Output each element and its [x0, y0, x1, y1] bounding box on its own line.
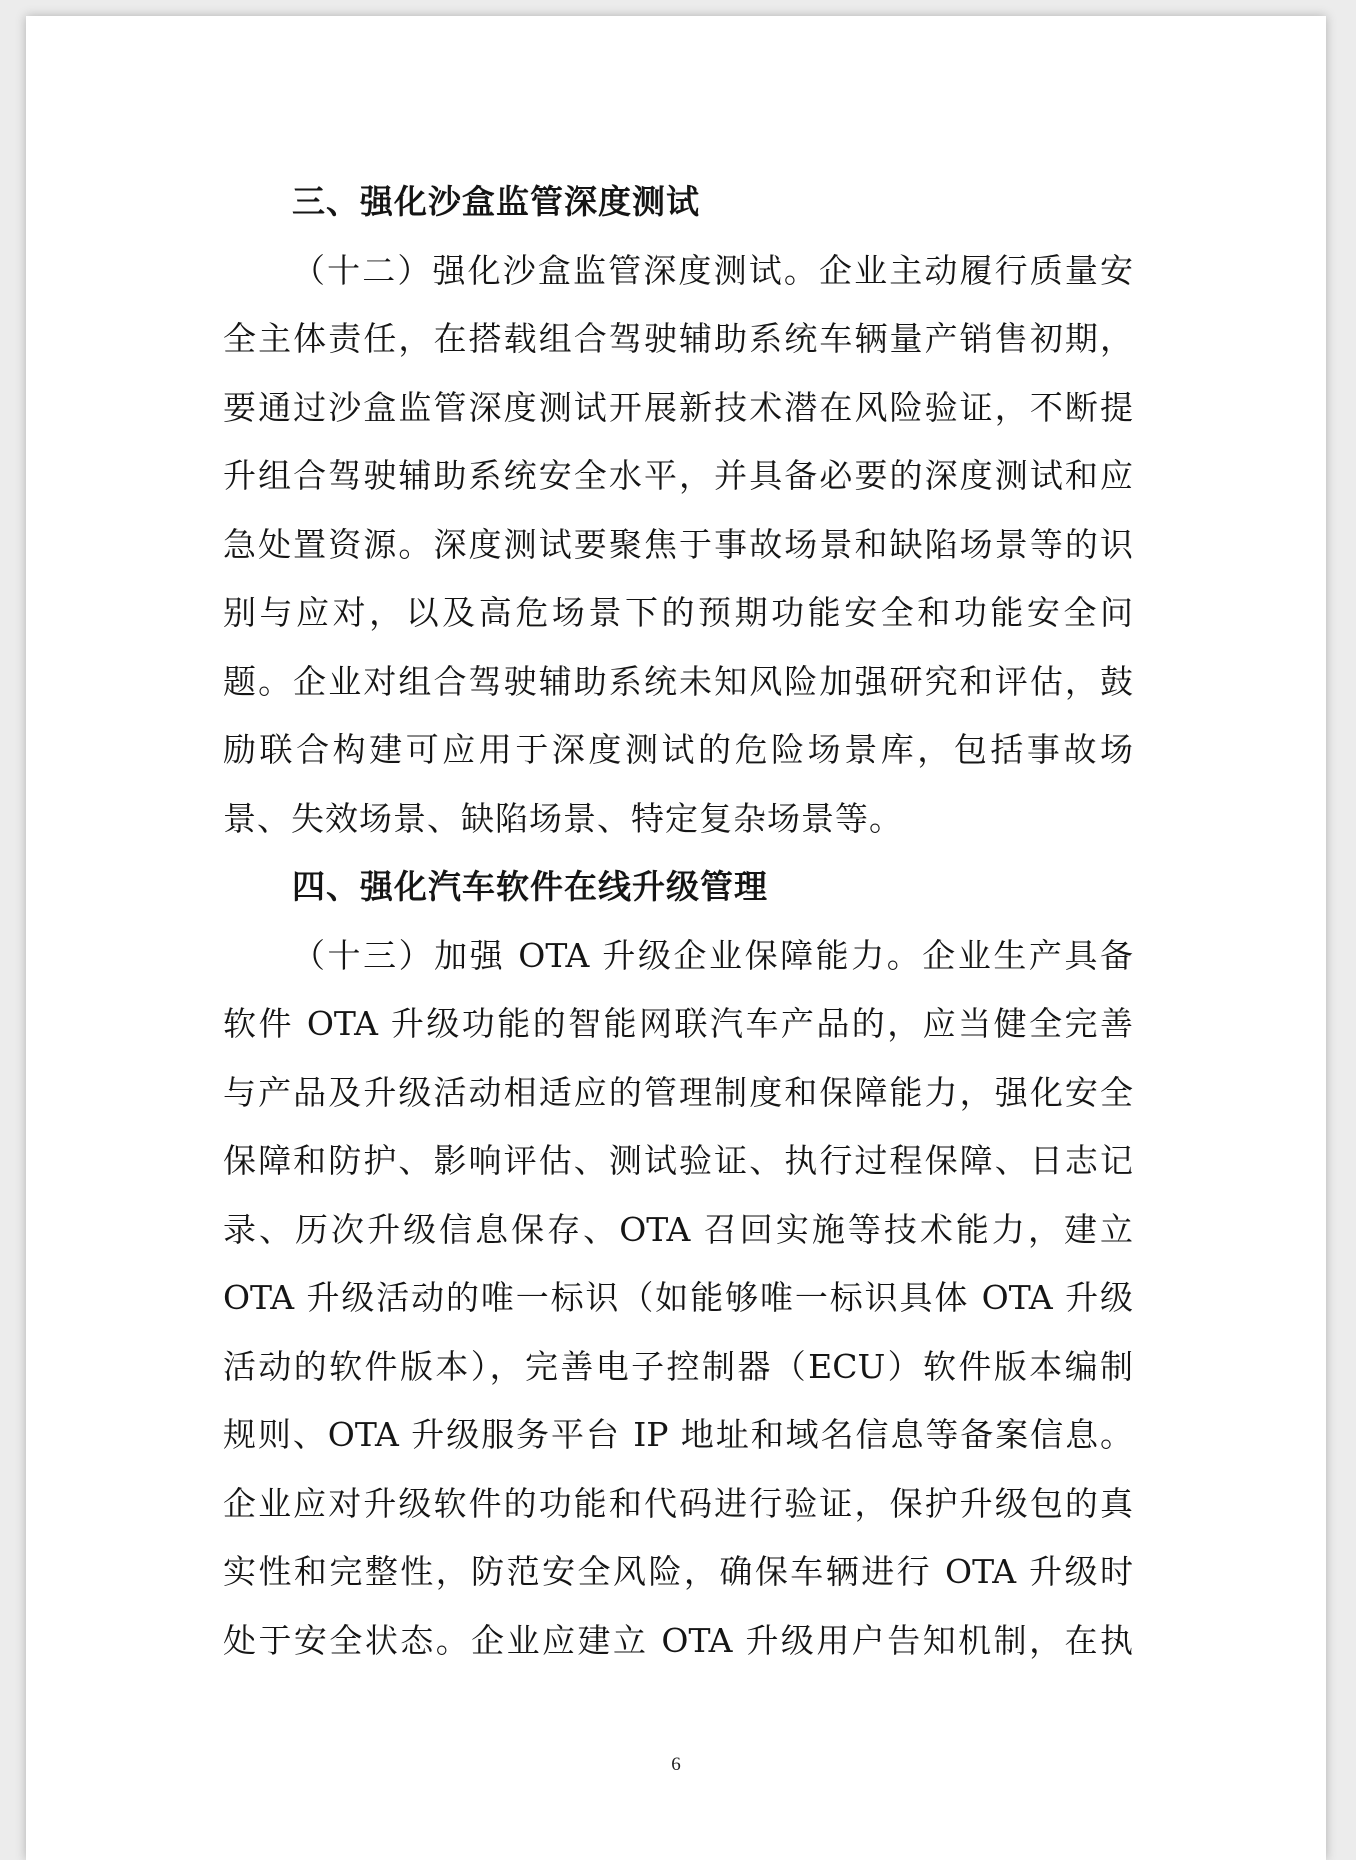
paragraph-line: 别与应对，以及高危场景下的预期功能安全和功能安全问: [223, 593, 1133, 632]
paragraph-line: 励联合构建可应用于深度测试的危险场景库，包括事故场: [223, 730, 1133, 769]
paragraph-line: 要通过沙盒监管深度测试开展新技术潜在风险验证，不断提: [223, 387, 1133, 427]
paragraph-line: 软件 OTA 升级功能的智能网联汽车产品的，应当健全完善: [223, 1004, 1133, 1043]
paragraph-line: 企业应对升级软件的功能和代码进行验证，保护升级包的真: [223, 1483, 1133, 1523]
paragraph-line: 与产品及升级活动相适应的管理制度和保障能力，强化安全: [223, 1072, 1133, 1112]
section-heading-3: 三、强化沙盒监管深度测试: [292, 182, 700, 221]
paragraph-line: 活动的软件版本），完善电子控制器（ECU）软件版本编制: [223, 1346, 1133, 1386]
paragraph-line: （十二）强化沙盒监管深度测试。企业主动履行质量安: [292, 250, 1133, 290]
document-page: [26, 16, 1326, 1860]
paragraph-line: 处于安全状态。企业应建立 OTA 升级用户告知机制，在执: [223, 1620, 1133, 1660]
page-number: 6: [671, 1754, 681, 1775]
paragraph-line: 升组合驾驶辅助系统安全水平，并具备必要的深度测试和应: [223, 456, 1133, 495]
paragraph-line: 急处置资源。深度测试要聚焦于事故场景和缺陷场景等的识: [223, 524, 1133, 564]
paragraph-line: （十三）加强 OTA 升级企业保障能力。企业生产具备: [292, 935, 1133, 975]
paragraph-line: 景、失效场景、缺陷场景、特定复杂场景等。: [223, 798, 903, 838]
paragraph-line: 录、历次升级信息保存、OTA 召回实施等技术能力，建立: [223, 1209, 1133, 1249]
paragraph-line: 题。企业对组合驾驶辅助系统未知风险加强研究和评估，鼓: [223, 661, 1133, 701]
page-content: [223, 168, 1133, 1675]
paragraph-line: 全主体责任，在搭载组合驾驶辅助系统车辆量产销售初期，: [223, 319, 1133, 358]
section-heading-4: 四、强化汽车软件在线升级管理: [292, 867, 768, 906]
paragraph-line: 保障和防护、影响评估、测试验证、执行过程保障、日志记: [223, 1141, 1133, 1180]
paragraph-line: 规则、OTA 升级服务平台 IP 地址和域名信息等备案信息。: [223, 1415, 1133, 1454]
paragraph-line: OTA 升级活动的唯一标识（如能够唯一标识具体 OTA 升级: [223, 1278, 1133, 1317]
paragraph-line: 实性和完整性，防范安全风险，确保车辆进行 OTA 升级时: [223, 1552, 1133, 1591]
